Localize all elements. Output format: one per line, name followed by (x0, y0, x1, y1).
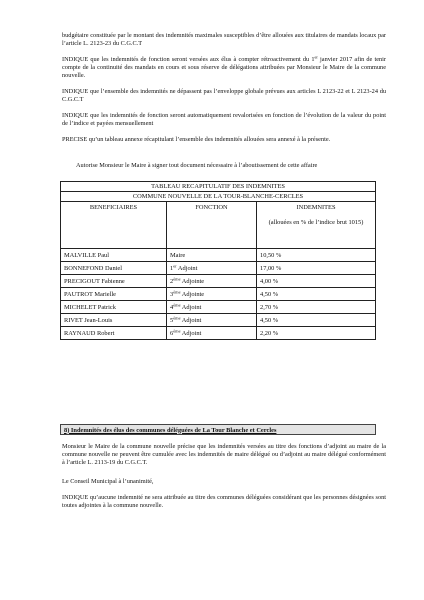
paragraph-no-delegated-indemnity: INDIQUE qu’aucune indemnité ne sera attribuée au titre des communes déléguées considérant que les personnes désignées sont toutes adjointes à la commune nouvelle. (62, 494, 386, 509)
table-row (61, 249, 376, 262)
section-8-title: 8) Indemnités des élus des communes déléguées de La Tour Blanche et Cercles (64, 426, 277, 434)
cell-fonction (167, 314, 257, 327)
cell-indemnite: 4,50 % (257, 314, 376, 327)
indemnity-summary-table (60, 181, 376, 340)
fonction-rank-suffix: er (173, 262, 177, 268)
fonction-rank: 4 (170, 303, 174, 311)
cell-fonction (167, 288, 257, 301)
paragraph-effective-date-start: INDIQUE que les indemnités de fonction seront versées aux élus à compter rétroactivement du 1 (62, 56, 315, 63)
cell-beneficiaire: RAYNAUD Robert (61, 327, 167, 340)
table-title: TABLEAU RECAPITULATIF DES INDEMNITES (61, 182, 376, 192)
fonction-rank: 6 (170, 329, 174, 337)
paragraph-no-cumulation: Monsieur le Maire de la commune nouvelle précise que les indemnités versées au titre des fonctions d’adjoint au maire de la commune nouvelle ne peuvent être cumulée avec les indemnités de maire délégué ou d’adjoint au maire délégué conformément à l’article L. 2113-19 du C.G.C.T. (62, 443, 386, 466)
fonction-rank-suffix: ème (173, 288, 181, 294)
table-subtitle: COMMUNE NOUVELLE DE LA TOUR-BLANCHE-CERCLES (61, 192, 376, 202)
fonction-title: Adjointe (180, 290, 205, 298)
paragraph-authorization: Autorise Monsieur le Maire à signer tout document nécessaire à l’aboutissement de cette affaire (76, 162, 318, 169)
paragraph-budget: budgétaire constituée par le montant des indemnités maximales susceptibles d’être allouées aux titulaires de mandats locaux par l’article L. 2123-23 du C.G.C.T (62, 32, 386, 47)
cell-indemnite: 2,70 % (257, 301, 376, 314)
paragraph-annex-table: PRECISE qu’un tableau annexe récapitulant l’ensemble des indemnités allouées sera annexé à la présente. (62, 136, 331, 143)
fonction-title: Adjoint (180, 329, 202, 337)
fonction-title: Adjoint (180, 316, 202, 324)
header-indemnites-label: INDEMNITES (296, 204, 336, 211)
table-row (61, 314, 376, 327)
fonction-rank: 1 (170, 264, 174, 272)
fonction-title: Adjointe (180, 277, 205, 285)
cell-indemnite: 17,00 % (257, 262, 376, 275)
paragraph-effective-date-end: janvier 2017 afin de tenir compte de la continuité des mandats en cours et sous réserve de délégations attribuées par Monsieur le Maire de la commune nouvelle. (62, 56, 386, 79)
fonction-rank-suffix: ème (173, 327, 181, 333)
cell-fonction (167, 249, 257, 262)
fonction-title: Maire (170, 251, 186, 259)
table-header-row (61, 202, 376, 249)
cell-fonction (167, 327, 257, 340)
fonction-title: Adjoint (176, 264, 198, 272)
fonction-rank-suffix: ème (173, 275, 181, 281)
header-indemnites (257, 202, 376, 249)
paragraph-council-unanimous: Le Conseil Municipal à l’unanimité, (62, 478, 154, 485)
paragraph-effective-date (62, 56, 386, 80)
paragraph-revaluation: INDIQUE que les indemnités de fonction seront automatiquement revalorisées en fonction de l’évolution de la valeur du point de l’indice et payées mensuellement (62, 112, 386, 127)
cell-indemnite: 2,20 % (257, 327, 376, 340)
ordinal-suffix: er (314, 54, 318, 60)
header-beneficiaires: BENEFICIAIRES (61, 202, 167, 249)
cell-fonction (167, 262, 257, 275)
fonction-rank-suffix: ème (173, 314, 181, 320)
fonction-rank-suffix: ème (173, 301, 181, 307)
table-row (61, 327, 376, 340)
cell-indemnite: 10,50 % (257, 249, 376, 262)
fonction-rank: 5 (170, 316, 174, 324)
table-subtitle-row (61, 192, 376, 202)
cell-fonction (167, 275, 257, 288)
table-row (61, 275, 376, 288)
cell-beneficiaire: MALVILLE Paul (61, 249, 167, 262)
fonction-title: Adjoint (180, 303, 202, 311)
fonction-rank: 3 (170, 290, 174, 298)
paragraph-global-envelope: INDIQUE que l’ensemble des indemnités ne dépassent pas l’enveloppe globale prévues aux articles L 2123-22 et L 2123-24 du C.G.C.T (62, 88, 386, 103)
header-fonction: FONCTION (167, 202, 257, 249)
table-row (61, 288, 376, 301)
cell-indemnite: 4,00 % (257, 275, 376, 288)
cell-fonction (167, 301, 257, 314)
header-indemnites-note: (allouées en % de l’indice brut 1015) (268, 219, 364, 226)
cell-beneficiaire: PRECIGOUT Fabienne (61, 275, 167, 288)
cell-indemnite: 4,50 % (257, 288, 376, 301)
table-row (61, 301, 376, 314)
cell-beneficiaire: RIVET Jean-Louis (61, 314, 167, 327)
section-8-banner (60, 424, 376, 435)
table-title-row (61, 182, 376, 192)
cell-beneficiaire: MICHELET Patrick (61, 301, 167, 314)
cell-beneficiaire: PAUTROT Marielle (61, 288, 167, 301)
cell-beneficiaire: BONNEFOND Daniel (61, 262, 167, 275)
fonction-rank: 2 (170, 277, 174, 285)
table-row (61, 262, 376, 275)
